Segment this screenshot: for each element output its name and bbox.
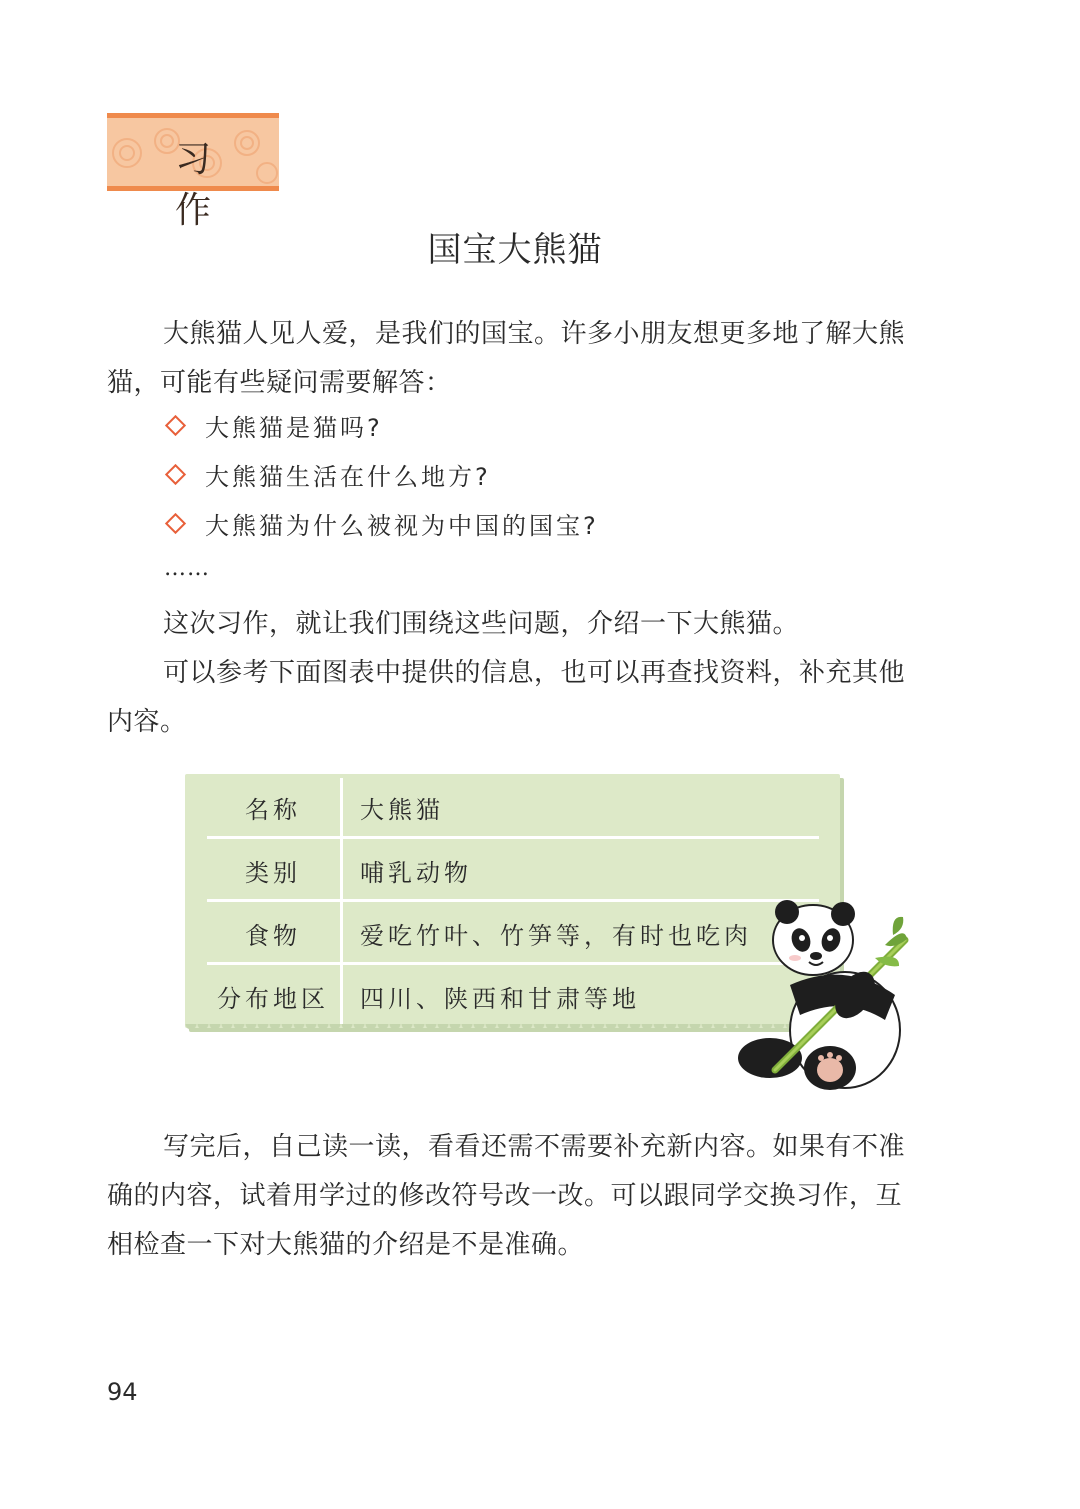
section-label: 习 作: [174, 139, 239, 231]
section-badge: [107, 113, 279, 231]
question-text: 大熊猫是猫吗?: [205, 414, 383, 442]
info-value: 大熊猫: [360, 796, 444, 824]
info-key: 分布地区: [217, 985, 329, 1013]
info-key: 类别: [245, 859, 301, 887]
diamond-icon: [165, 513, 186, 534]
paragraph-2: 这次习作，就让我们围绕这些问题，介绍一下大熊猫。: [163, 609, 800, 639]
info-value: 爱吃竹叶、竹笋等，有时也吃肉: [360, 922, 752, 950]
info-row: [207, 963, 819, 1025]
question-item: [164, 511, 599, 541]
lesson-title: 国宝大熊猫: [427, 230, 603, 270]
info-key: 名称: [245, 796, 301, 824]
info-value: 四川、陕西和甘肃等地: [360, 985, 640, 1013]
intro-paragraph: 大熊猫人见人爱，是我们的国宝。许多小朋友想更多地了解大熊猫，可能有些疑问需要解答：: [107, 319, 906, 398]
diamond-icon: [165, 464, 186, 485]
question-item: [164, 462, 491, 492]
question-item: [164, 413, 383, 443]
info-row: [207, 900, 819, 965]
info-value: 哺乳动物: [360, 859, 472, 887]
page-number: 94: [107, 1378, 138, 1406]
ellipsis: ……: [164, 556, 210, 581]
diamond-icon: [165, 415, 186, 436]
question-text: 大熊猫生活在什么地方?: [205, 463, 491, 491]
info-row: [207, 837, 819, 902]
panda-illustration: [735, 900, 910, 1095]
paragraph-4: 写完后，自己读一读，看看还需不需要补充新内容。如果有不准确的内容，试着用学过的修改符号改一改。可以跟同学交换习作，互相检查一下对大熊猫的介绍是不是准确。: [107, 1132, 906, 1260]
info-key: 食物: [245, 922, 301, 950]
info-row: [207, 774, 819, 839]
paragraph-3: 可以参考下面图表中提供的信息，也可以再查找资料，补充其他内容。: [107, 658, 906, 737]
question-text: 大熊猫为什么被视为中国的国宝?: [205, 512, 599, 540]
